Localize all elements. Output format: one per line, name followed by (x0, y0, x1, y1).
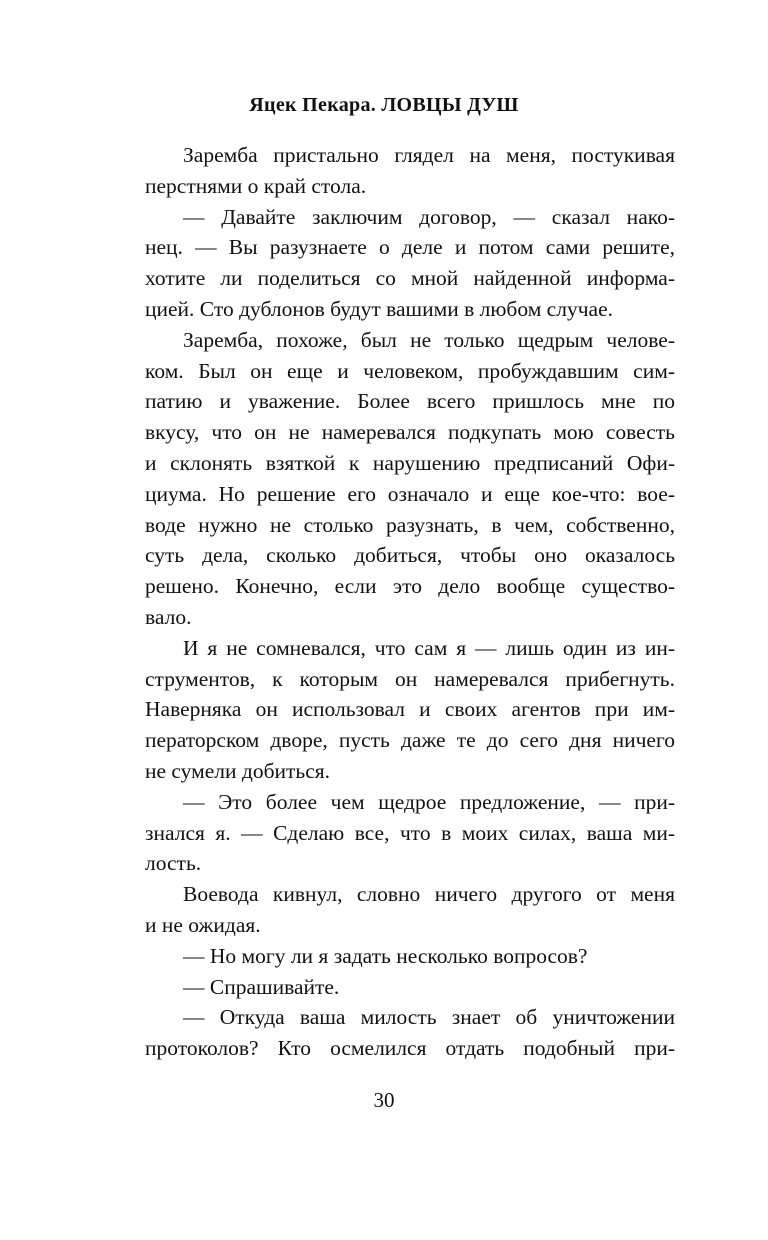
text-line: патию и уважение. Более всего пришлось мне по (145, 389, 675, 414)
text-line: циума. Но решение его означало и еще кое-что: вое- (145, 481, 675, 506)
text-line: воде нужно не столько разузнать, в чем, собственно, (145, 512, 675, 537)
body-text (145, 140, 675, 1064)
text-line: И я не сомневался, что сам я — лишь один из ин- (183, 635, 675, 660)
text-line: хотите ли поделиться со мной найденной информа- (145, 266, 675, 291)
text-line: нец. — Вы разузнаете о деле и потом сами решите, (145, 235, 675, 260)
text-line: вкусу, что он не намеревался подкупать мою совесть (145, 420, 675, 445)
text-line: — Откуда ваша милость знает об уничтожении (183, 1005, 675, 1030)
text-line: протоколов? Кто осмелился отдать подобный при- (145, 1036, 675, 1061)
text-line: ком. Был он еще и человеком, пробуждавшим сим- (145, 358, 675, 383)
text-line: знался я. — Сделаю все, что в моих силах, ваша ми- (145, 820, 675, 845)
text-line: ператорском дворе, пусть даже те до сего дня ничего (145, 728, 675, 753)
text-line: решено. Конечно, если это дело вообще существо- (145, 574, 675, 599)
text-line: — Спрашивайте. (183, 974, 340, 999)
text-line: вало. (145, 604, 192, 629)
text-line: цией. Сто дублонов будут вашими в любом случае. (145, 296, 613, 321)
text-line: — Давайте заключим договор, — сказал нако- (183, 204, 675, 229)
text-line: струментов, к которым он намеревался прибегнуть. (145, 666, 675, 691)
text-line: Наверняка он использовал и своих агентов при им- (145, 697, 675, 722)
text-line: не сумели добиться. (145, 758, 331, 783)
running-header: Яцек Пекара. ЛОВЦЫ ДУШ (249, 94, 519, 116)
page-number: 30 (373, 1088, 395, 1112)
text-line: лость. (145, 851, 202, 876)
text-line: перстнями о край стола. (145, 173, 367, 198)
text-line: — Но могу ли я задать несколько вопросов? (183, 943, 588, 968)
text-line: Заремба, похоже, был не только щедрым челове- (183, 327, 675, 352)
text-line: и склонять взяткой к нарушению предписаний Офи- (145, 450, 675, 475)
text-line: суть дела, сколько добиться, чтобы оно оказалось (145, 543, 675, 568)
text-line: Воевода кивнул, словно ничего другого от меня (183, 882, 675, 907)
text-line: — Это более чем щедрое предложение, — при- (183, 789, 675, 814)
text-line: и не ожидая. (145, 912, 261, 937)
text-line: Заремба пристально глядел на меня, постукивая (183, 143, 675, 167)
